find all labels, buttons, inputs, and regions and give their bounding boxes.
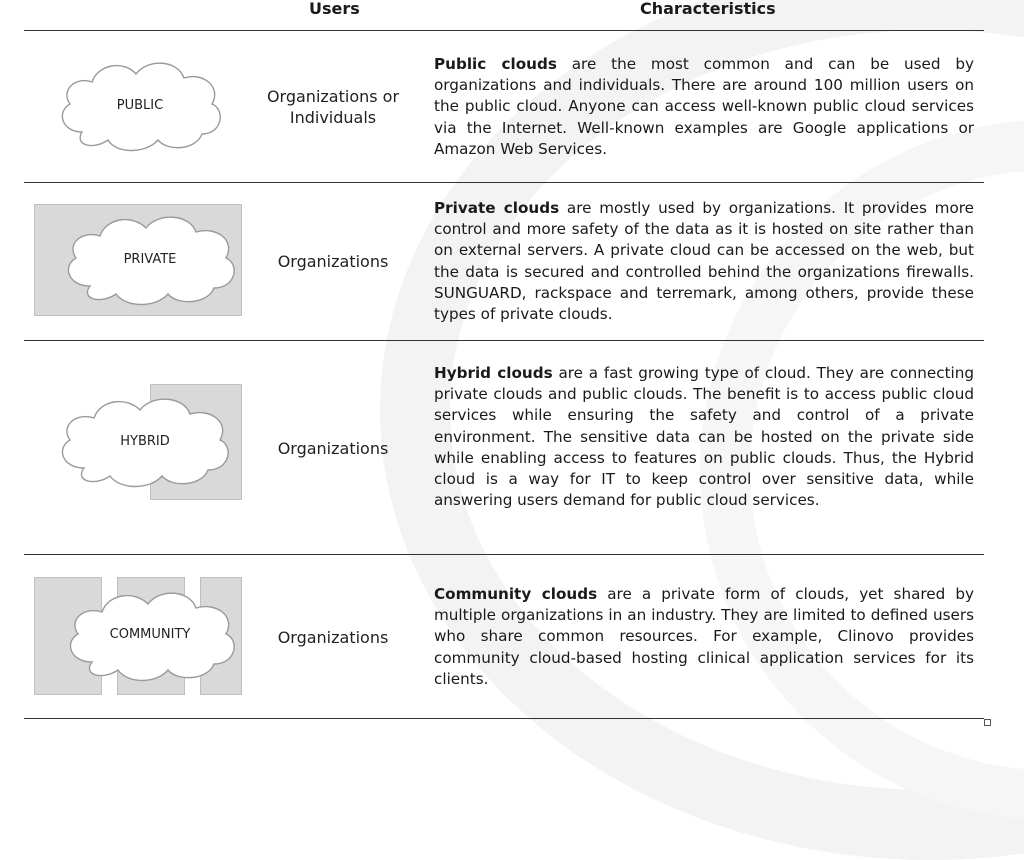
community-cloud-icon xyxy=(58,582,242,690)
term: Hybrid clouds xyxy=(434,364,553,382)
users-cell: Organizations xyxy=(277,439,389,458)
table-rule xyxy=(24,718,984,719)
public-cloud-icon xyxy=(50,50,230,162)
users-cell: Organizations xyxy=(277,252,389,271)
private-cloud-icon xyxy=(56,206,244,314)
cloud-label: PUBLIC xyxy=(116,98,164,113)
description: are a private form of clouds, yet shared by multiple organizations in an industry. They are limited to defined users who share common resources. For example, Clinovo provides community cloud-based hosting clinical application services for its clients. xyxy=(434,585,975,688)
column-header-users: Users xyxy=(309,0,360,18)
hybrid-cloud-icon xyxy=(50,388,240,496)
users-cell: Organizations xyxy=(277,628,389,647)
table-rule xyxy=(24,30,984,31)
description: are mostly used by organizations. It provides more control and more safety of the data as it is hosted on site rather than on external servers. A private cloud can be accessed on the web, but the data is secured and controlled behind the organizations firewalls. SUNGUARD, rackspace and terremark, among others, provide these types of private clouds. xyxy=(434,199,974,324)
users-cell: Organizations or Individuals xyxy=(266,87,400,127)
column-header-characteristics: Characteristics xyxy=(640,0,776,18)
cloud-label: PRIVATE xyxy=(123,252,177,267)
cloud-label: HYBRID xyxy=(120,434,170,449)
characteristics-cell xyxy=(434,363,974,511)
characteristics-cell xyxy=(434,54,974,160)
term: Community clouds xyxy=(434,585,598,603)
corner-mark xyxy=(984,719,991,726)
term: Private clouds xyxy=(434,199,560,217)
table-rule xyxy=(24,554,984,555)
characteristics-cell xyxy=(434,198,974,325)
characteristics-cell xyxy=(434,584,974,690)
term: Public clouds xyxy=(434,55,557,73)
table-rule xyxy=(24,182,984,183)
description: are a fast growing type of cloud. They are connecting private clouds and public clouds. The benefit is to access public cloud services while ensuring the safety and control of a private environment. The sensitive data can be hosted on the private side while enabling access to features on public clouds. Thus, the Hybrid cloud is a way for IT to keep control over sensitive data, while answering users demand for public cloud services. xyxy=(434,364,975,510)
cloud-label: COMMUNITY xyxy=(109,627,191,642)
table-rule xyxy=(24,340,984,341)
description: are the most common and can be used by organizations and individuals. There are around 100 million users on the public cloud. Anyone can access well-known public cloud services via the Internet. Well-known examples are Google applications or Amazon Web Services. xyxy=(434,55,975,158)
